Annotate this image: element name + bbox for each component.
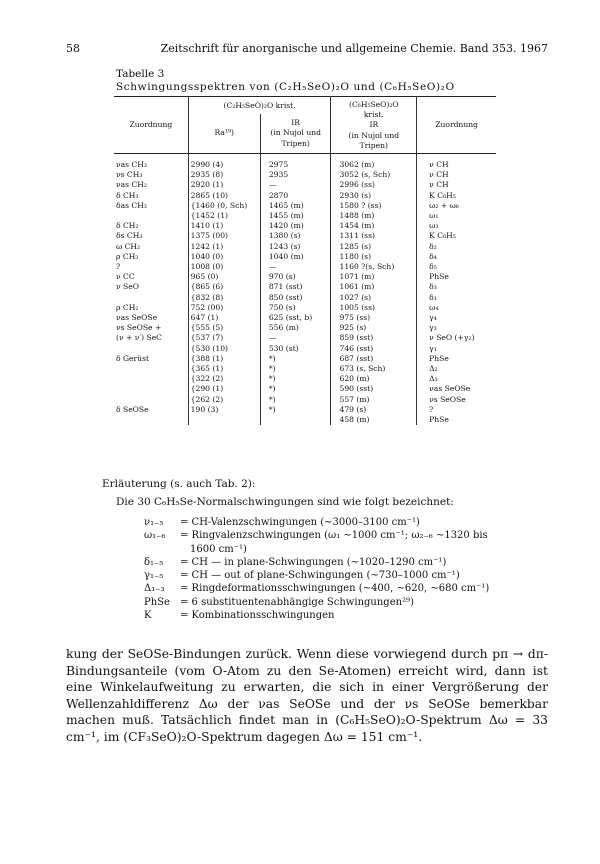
explanation-intro: Die 30 C₆H₅Se-Normalschwingungen sind wie folgt bezeichnet:	[116, 496, 454, 508]
cell-ir-ethyl: —	[260, 333, 331, 343]
cell-zuordnung-left: δ CH₂	[116, 221, 139, 231]
cell-ir-phenyl: 746 (sst)	[331, 344, 417, 354]
definition-row	[144, 556, 530, 569]
col-group-phenyl: (C₆H₅SeO)₂O krist. IR (in Nujol und Tripen)	[331, 97, 417, 154]
cell-ra: 190 (3)	[188, 405, 260, 415]
table-row	[114, 354, 496, 364]
cell-zuordnung-right: PhSe	[417, 354, 496, 364]
definition-symbol: ω₁₋₆	[144, 530, 166, 542]
cell-ir-phenyl: 1027 (s)	[331, 293, 417, 303]
table-row	[114, 384, 496, 394]
table-row	[114, 201, 496, 211]
table-row	[114, 333, 496, 343]
cell-ra: 2920 (1)	[188, 180, 260, 190]
cell-ir-ethyl: *)	[260, 384, 331, 394]
cell-ir-phenyl: 673 (s, Sch)	[331, 364, 417, 374]
cell-ir-ethyl: 1380 (s)	[260, 231, 331, 241]
cell-ir-ethyl: *)	[260, 364, 331, 374]
definition-symbol: δ₁₋₅	[144, 556, 164, 568]
cell-ra: 1375 (00)	[188, 231, 260, 241]
cell-ir-phenyl: 1454 (m)	[331, 221, 417, 231]
cell-ra: {832 (8)	[188, 293, 260, 303]
cell-ir-ethyl: 1455 (m)	[260, 211, 331, 221]
definition-row	[144, 569, 530, 582]
cell-zuordnung-left: νas SeOSe	[116, 313, 158, 323]
table-row	[114, 405, 496, 415]
body-text	[66, 646, 548, 745]
cell-ra: {1460 (0, Sch)	[188, 201, 260, 211]
cell-ir-ethyl: —	[260, 262, 331, 272]
cell-ra: 1008 (0)	[188, 262, 260, 272]
cell-ir-phenyl: 859 (sst)	[331, 333, 417, 343]
definition-row	[144, 529, 530, 542]
cell-zuordnung-right: ω₁	[417, 211, 496, 221]
cell-ir-ethyl: 850 (sst)	[260, 293, 331, 303]
cell-ra: {322 (2)	[188, 374, 260, 384]
cell-ra: {365 (1)	[188, 364, 260, 374]
table-title: Schwingungsspektren von (C₂H₅SeO)₂O und (C₆H₅SeO)₂O	[116, 81, 455, 93]
cell-ir-phenyl: 1285 (s)	[331, 242, 417, 252]
definition-symbol: ν₁₋₅	[144, 517, 164, 528]
cell-zuordnung-left: νas CH₃	[116, 160, 147, 170]
cell-ir-ethyl: 2935	[260, 170, 331, 180]
definition-symbol: PhSe	[144, 596, 170, 608]
definition-text: = Kombinationsschwingungen	[180, 610, 335, 622]
cell-zuordnung-left	[114, 211, 188, 221]
definition-symbol: Δ₁₋₃	[144, 583, 165, 595]
cell-ir-phenyl: 3052 (s, Sch)	[331, 170, 417, 180]
body-paragraph: kung der SeOSe-Bindungen zurück. Wenn diese vorwiegend durch pπ → dπ-Bindungsanteile (vom O-Atom zu den Se-Atomen) erreicht wird, dann ist eine Winkelaufweitung zu erwarten, die sich in einer Vergrößerung der Wellenzahldifferenz Δω der νas SeOSe und der νs SeOSe bemerkbar machen muß. Tatsächlich findet man in (C₆H₅SeO)₂O-Spektrum Δω = 33 cm⁻¹, im (CF₃SeO)₂O-Spektrum dagegen Δω = 151 cm⁻¹.	[66, 647, 548, 744]
cell-ir-ethyl: *)	[260, 354, 331, 364]
cell-zuordnung-left: ν SeO	[116, 282, 139, 292]
col-ra: Ra¹⁹)	[188, 114, 260, 153]
cell-ir-ethyl: 1465 (m)	[260, 201, 331, 211]
definition-text: = CH — out of plane-Schwingungen (∼730–1000 cm⁻¹)	[180, 570, 460, 582]
cell-ir-phenyl: 557 (m)	[331, 395, 417, 405]
definition-row	[144, 582, 530, 595]
cell-zuordnung-right: δ₄	[417, 252, 496, 262]
cell-ir-ethyl: 2975	[260, 154, 331, 171]
cell-ir-ethyl: 750 (s)	[260, 303, 331, 313]
definition-text: = CH-Valenzschwingungen (∼3000–3100 cm⁻¹)	[180, 517, 420, 528]
definition-row	[144, 609, 530, 622]
journal-title: Zeitschrift für anorganische und allgemeine Chemie. Band 353. 1967	[160, 42, 548, 55]
cell-zuordnung-left	[114, 293, 188, 303]
cell-zuordnung-right: ν CH	[417, 180, 496, 190]
cell-zuordnung-left: ν CC	[116, 272, 135, 282]
cell-zuordnung-left	[114, 415, 188, 425]
cell-ir-phenyl: 1071 (m)	[331, 272, 417, 282]
cell-zuordnung-left: δ SeOSe	[116, 404, 149, 414]
cell-zuordnung-right: ?	[417, 405, 496, 415]
cell-zuordnung-right: K C₆H₅	[417, 191, 496, 201]
cell-ir-phenyl: 458 (m)	[331, 415, 417, 425]
col-zuordnung-right: Zuordnung	[417, 97, 496, 154]
definition-row	[144, 596, 530, 609]
cell-zuordnung-right: γ₃	[417, 323, 496, 333]
cell-ir-phenyl: 1488 (m)	[331, 211, 417, 221]
cell-zuordnung-right: ω₂ + ω₆	[417, 201, 496, 211]
cell-zuordnung-left: (ν + ν′) SeC	[116, 333, 162, 343]
col-zuordnung-left: Zuordnung	[129, 120, 173, 130]
table-caption	[116, 68, 455, 94]
table-row	[114, 252, 496, 262]
cell-ir-phenyl: 1580 ? (ss)	[331, 201, 417, 211]
table-row	[114, 272, 496, 282]
cell-zuordnung-left: ρ CH₃	[116, 251, 139, 261]
cell-ir-ethyl: 2870	[260, 191, 331, 201]
cell-zuordnung-right: γ₄	[417, 313, 496, 323]
table-row	[114, 211, 496, 221]
table-row	[114, 242, 496, 252]
table-row	[114, 374, 496, 384]
definition-text: 1600 cm⁻¹)	[190, 543, 247, 555]
cell-ir-ethyl: *)	[260, 374, 331, 384]
cell-ir-phenyl: 2996 (ss)	[331, 180, 417, 190]
cell-zuordnung-right: νas SeOSe	[417, 384, 496, 394]
table-row	[114, 323, 496, 333]
cell-ir-phenyl: 1160 ?(s, Sch)	[331, 262, 417, 272]
cell-ra: {290 (1)	[188, 384, 260, 394]
table-row	[114, 293, 496, 303]
definition-symbol: K	[144, 610, 152, 622]
cell-zuordnung-left: ?	[116, 262, 121, 272]
page-number: 58	[66, 42, 80, 55]
table-row	[114, 231, 496, 241]
definition-text: = Ringdeformationsschwingungen (∼400, ∼620, ∼680 cm⁻¹)	[180, 583, 490, 595]
cell-zuordnung-right: ν CH	[417, 154, 496, 171]
cell-ir-phenyl: 925 (s)	[331, 323, 417, 333]
cell-ra: 965 (0)	[188, 272, 260, 282]
definition-row	[144, 516, 530, 529]
cell-zuordnung-right: Δ₂	[417, 364, 496, 374]
cell-ra: {537 (7)	[188, 333, 260, 343]
table-body	[114, 154, 496, 426]
cell-ir-phenyl: 3062 (m)	[331, 154, 417, 171]
definition-symbol	[144, 543, 180, 556]
table-row	[114, 395, 496, 405]
cell-zuordnung-left	[114, 395, 188, 405]
cell-ir-phenyl: 620 (m)	[331, 374, 417, 384]
cell-zuordnung-left: νs CH₃	[116, 170, 143, 180]
cell-ir-ethyl: 1243 (s)	[260, 242, 331, 252]
cell-ir-ethyl: 970 (s)	[260, 272, 331, 282]
cell-zuordnung-left: ρ CH₂	[116, 302, 139, 312]
table-row	[114, 191, 496, 201]
cell-zuordnung-left: δ Gerüst	[116, 353, 150, 363]
cell-zuordnung-right: δ₅	[417, 262, 496, 272]
cell-ra: {262 (2)	[188, 395, 260, 405]
cell-zuordnung-right: δ₂	[417, 242, 496, 252]
table-row	[114, 303, 496, 313]
table-row	[114, 282, 496, 292]
cell-ra: {555 (5)	[188, 323, 260, 333]
cell-zuordnung-right: Δ₃	[417, 374, 496, 384]
cell-zuordnung-left	[114, 374, 188, 384]
cell-zuordnung-left	[114, 364, 188, 374]
table-row	[114, 344, 496, 354]
cell-zuordnung-right: δ₁	[417, 293, 496, 303]
cell-zuordnung-left: δas CH₃	[116, 200, 147, 210]
cell-ir-ethyl: 530 (st)	[260, 344, 331, 354]
cell-ra: 2935 (8)	[188, 170, 260, 180]
cell-ra: 647 (1)	[188, 313, 260, 323]
cell-zuordnung-right: K C₆H₅	[417, 231, 496, 241]
cell-ra: {530 (10)	[188, 344, 260, 354]
cell-ir-ethyl: *)	[260, 405, 331, 415]
cell-ir-phenyl: 479 (s)	[331, 405, 417, 415]
cell-ir-ethyl	[260, 415, 331, 425]
cell-ir-ethyl: 1420 (m)	[260, 221, 331, 231]
table-row	[114, 154, 496, 171]
cell-zuordnung-right: νs SeOSe	[417, 395, 496, 405]
table-label: Tabelle 3	[116, 68, 165, 80]
cell-ir-phenyl: 590 (sst)	[331, 384, 417, 394]
cell-zuordnung-left: νas CH₂	[116, 180, 147, 190]
table-row	[114, 221, 496, 231]
table-row	[114, 170, 496, 180]
definition-symbol: γ₁₋₅	[144, 570, 164, 582]
cell-ir-phenyl: 2930 (s)	[331, 191, 417, 201]
cell-ir-ethyl: —	[260, 180, 331, 190]
definitions-list	[144, 516, 530, 622]
cell-zuordnung-left: δs CH₃	[116, 231, 143, 241]
cell-ir-phenyl: 1005 (ss)	[331, 303, 417, 313]
cell-zuordnung-left: δ CH₃	[116, 190, 139, 200]
cell-zuordnung-left	[114, 384, 188, 394]
cell-zuordnung-right: ν CH	[417, 170, 496, 180]
table-row	[114, 364, 496, 374]
table-row	[114, 313, 496, 323]
table-row	[114, 415, 496, 425]
cell-ir-phenyl: 687 (sst)	[331, 354, 417, 364]
cell-ra	[188, 415, 260, 425]
cell-zuordnung-right: PhSe	[417, 272, 496, 282]
explanation-heading: Erläuterung (s. auch Tab. 2):	[102, 478, 256, 490]
cell-ir-phenyl: 1180 (s)	[331, 252, 417, 262]
definition-text: = 6 substituentenabhängige Schwingungen²⁹)	[180, 596, 414, 608]
cell-ra: 1242 (1)	[188, 242, 260, 252]
cell-ir-ethyl: *)	[260, 395, 331, 405]
cell-ra: 1410 (1)	[188, 221, 260, 231]
cell-zuordnung-right: PhSe	[417, 415, 496, 425]
cell-zuordnung-right: ω₄	[417, 303, 496, 313]
definition-text: = Ringvalenzschwingungen (ω₁ ∼1000 cm⁻¹; ω₂₋₆ ∼1320 bis	[180, 530, 488, 542]
cell-ra: 1040 (0)	[188, 252, 260, 262]
cell-ra: {388 (1)	[188, 354, 260, 364]
cell-zuordnung-left	[114, 344, 188, 354]
col-ir-ethyl: IR (in Nujol und Tripen)	[260, 114, 331, 153]
cell-ra: {1452 (1)	[188, 211, 260, 221]
definition-text: = CH — in plane-Schwingungen (∼1020–1290 cm⁻¹)	[180, 556, 447, 568]
spectra-table	[114, 96, 496, 425]
cell-ra: 2865 (10)	[188, 191, 260, 201]
cell-zuordnung-right: ν SeO (+γ₂)	[417, 333, 496, 343]
cell-ir-phenyl: 1311 (ss)	[331, 231, 417, 241]
cell-ir-ethyl: 1040 (m)	[260, 252, 331, 262]
cell-ir-ethyl: 871 (sst)	[260, 282, 331, 292]
cell-ir-phenyl: 975 (ss)	[331, 313, 417, 323]
cell-ra: 2990 (4)	[188, 154, 260, 171]
table-row	[114, 180, 496, 190]
table-row	[114, 262, 496, 272]
cell-zuordnung-right: ω₃	[417, 221, 496, 231]
col-group-ethyl: (C₂H₅SeO)₂O krist.	[188, 97, 331, 115]
cell-zuordnung-right: δ₃	[417, 282, 496, 292]
cell-ir-phenyl: 1061 (m)	[331, 282, 417, 292]
cell-zuordnung-right: γ₁	[417, 344, 496, 354]
definition-row	[144, 543, 530, 556]
cell-ir-ethyl: 625 (sst, b)	[260, 313, 331, 323]
cell-ir-ethyl: 556 (m)	[260, 323, 331, 333]
cell-ra: {865 (6)	[188, 282, 260, 292]
cell-zuordnung-left: ω CH₂	[116, 241, 141, 251]
cell-zuordnung-left: νs SeOSe +	[116, 323, 162, 333]
cell-ra: 752 (00)	[188, 303, 260, 313]
